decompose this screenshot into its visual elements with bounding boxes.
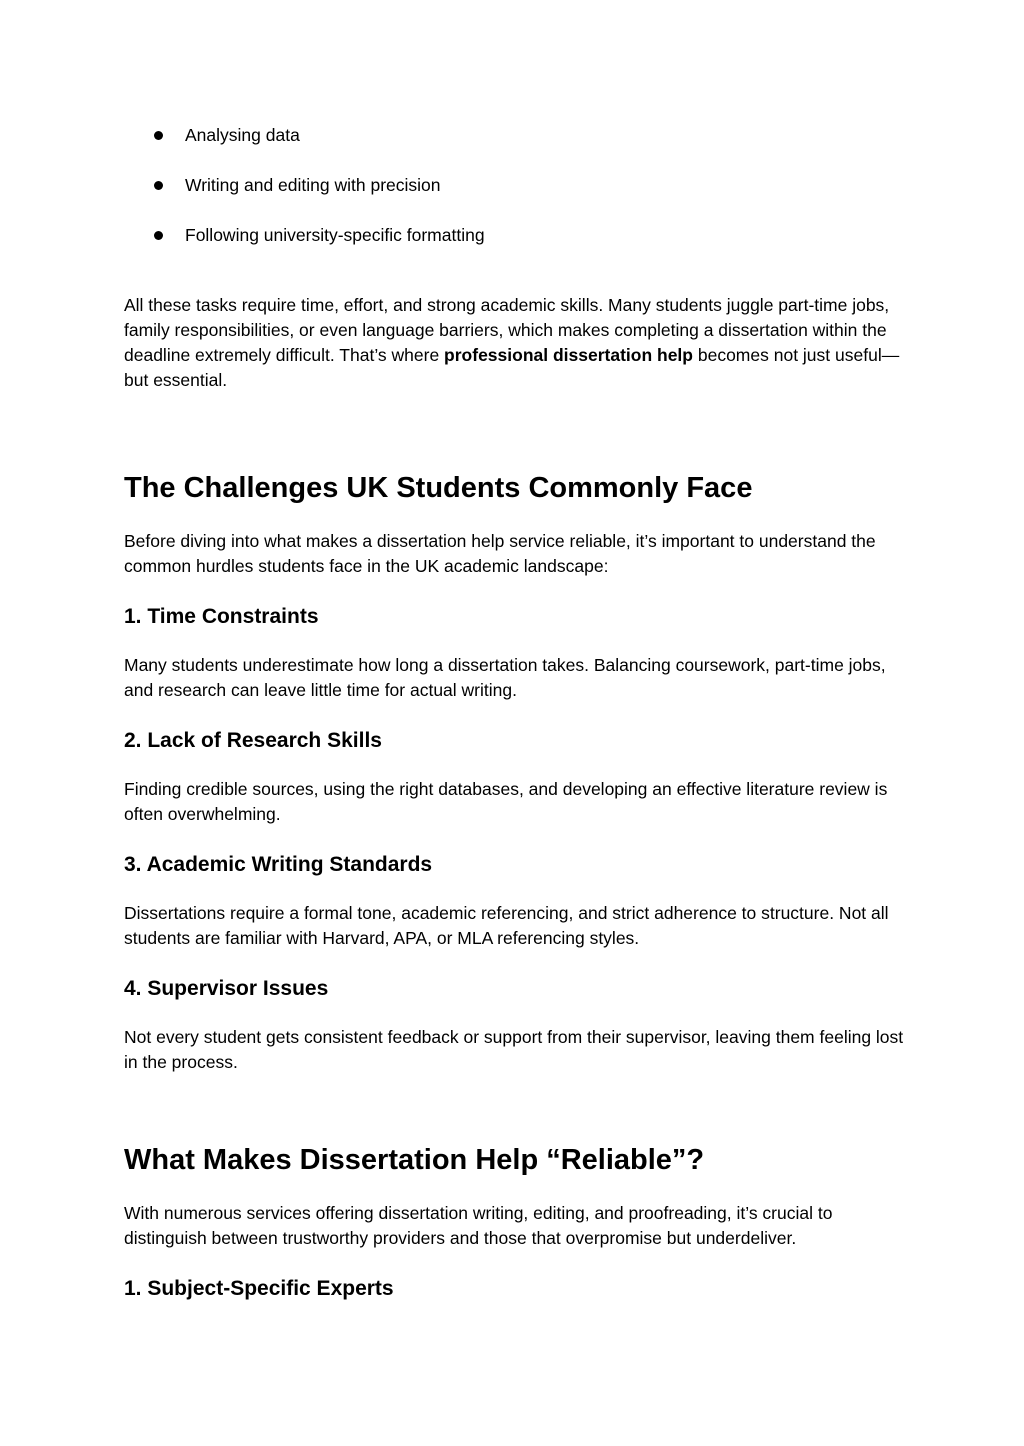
intro-bold-phrase: professional dissertation help — [444, 345, 693, 365]
reliable-heading: What Makes Dissertation Help “Reliable”? — [124, 1144, 705, 1176]
bullet-icon — [154, 231, 163, 240]
intro-paragraph — [124, 293, 904, 393]
reliable-intro: With numerous services offering dissertation writing, editing, and proofreading, it’s crucial to distinguish between trustworthy providers and those that overpromise but underdeliver. — [124, 1203, 833, 1248]
challenge-title: 2. Lack of Research Skills — [124, 729, 382, 752]
bullet-text: Writing and editing with precision — [185, 175, 441, 195]
challenge-title: 3. Academic Writing Standards — [124, 853, 433, 876]
bullet-list — [124, 122, 485, 272]
challenge-body: Not every student gets consistent feedback or support from their supervisor, leaving them feeling lost in the process. — [124, 1027, 904, 1072]
bullet-icon — [154, 181, 163, 190]
challenges-intro: Before diving into what makes a dissertation help service reliable, it’s important to understand the common hurdles students face in the UK academic landscape: — [124, 531, 876, 576]
challenge-body: Finding credible sources, using the right databases, and developing an effective literature review is often overwhelming. — [124, 779, 888, 824]
challenge-title: 4. Supervisor Issues — [124, 977, 329, 1000]
reliable-item-title: 1. Subject-Specific Experts — [124, 1277, 394, 1300]
list-item — [124, 222, 485, 248]
challenges-heading: The Challenges UK Students Commonly Face — [124, 472, 753, 504]
challenge-body: Many students underestimate how long a dissertation takes. Balancing coursework, part-time jobs, and research can leave little time for actual writing. — [124, 655, 886, 700]
bullet-text: Analysing data — [185, 125, 300, 145]
bullet-icon — [154, 131, 163, 140]
challenge-title: 1. Time Constraints — [124, 605, 319, 628]
list-item — [124, 172, 485, 198]
intro-text-before: All these tasks require time, effort, and strong academic skills. Many students juggle part-time jobs, family responsibilities, or even language barriers, which makes completing a dissertation within the deadline extremely difficult. That’s where — [124, 295, 890, 365]
bullet-text: Following university-specific formatting — [185, 225, 485, 245]
intro-text-after: becomes not just useful—but essential. — [124, 345, 900, 390]
challenge-body: Dissertations require a formal tone, academic referencing, and strict adherence to structure. Not all students are familiar with Harvard, APA, or MLA referencing styles. — [124, 903, 889, 948]
list-item — [124, 122, 485, 148]
